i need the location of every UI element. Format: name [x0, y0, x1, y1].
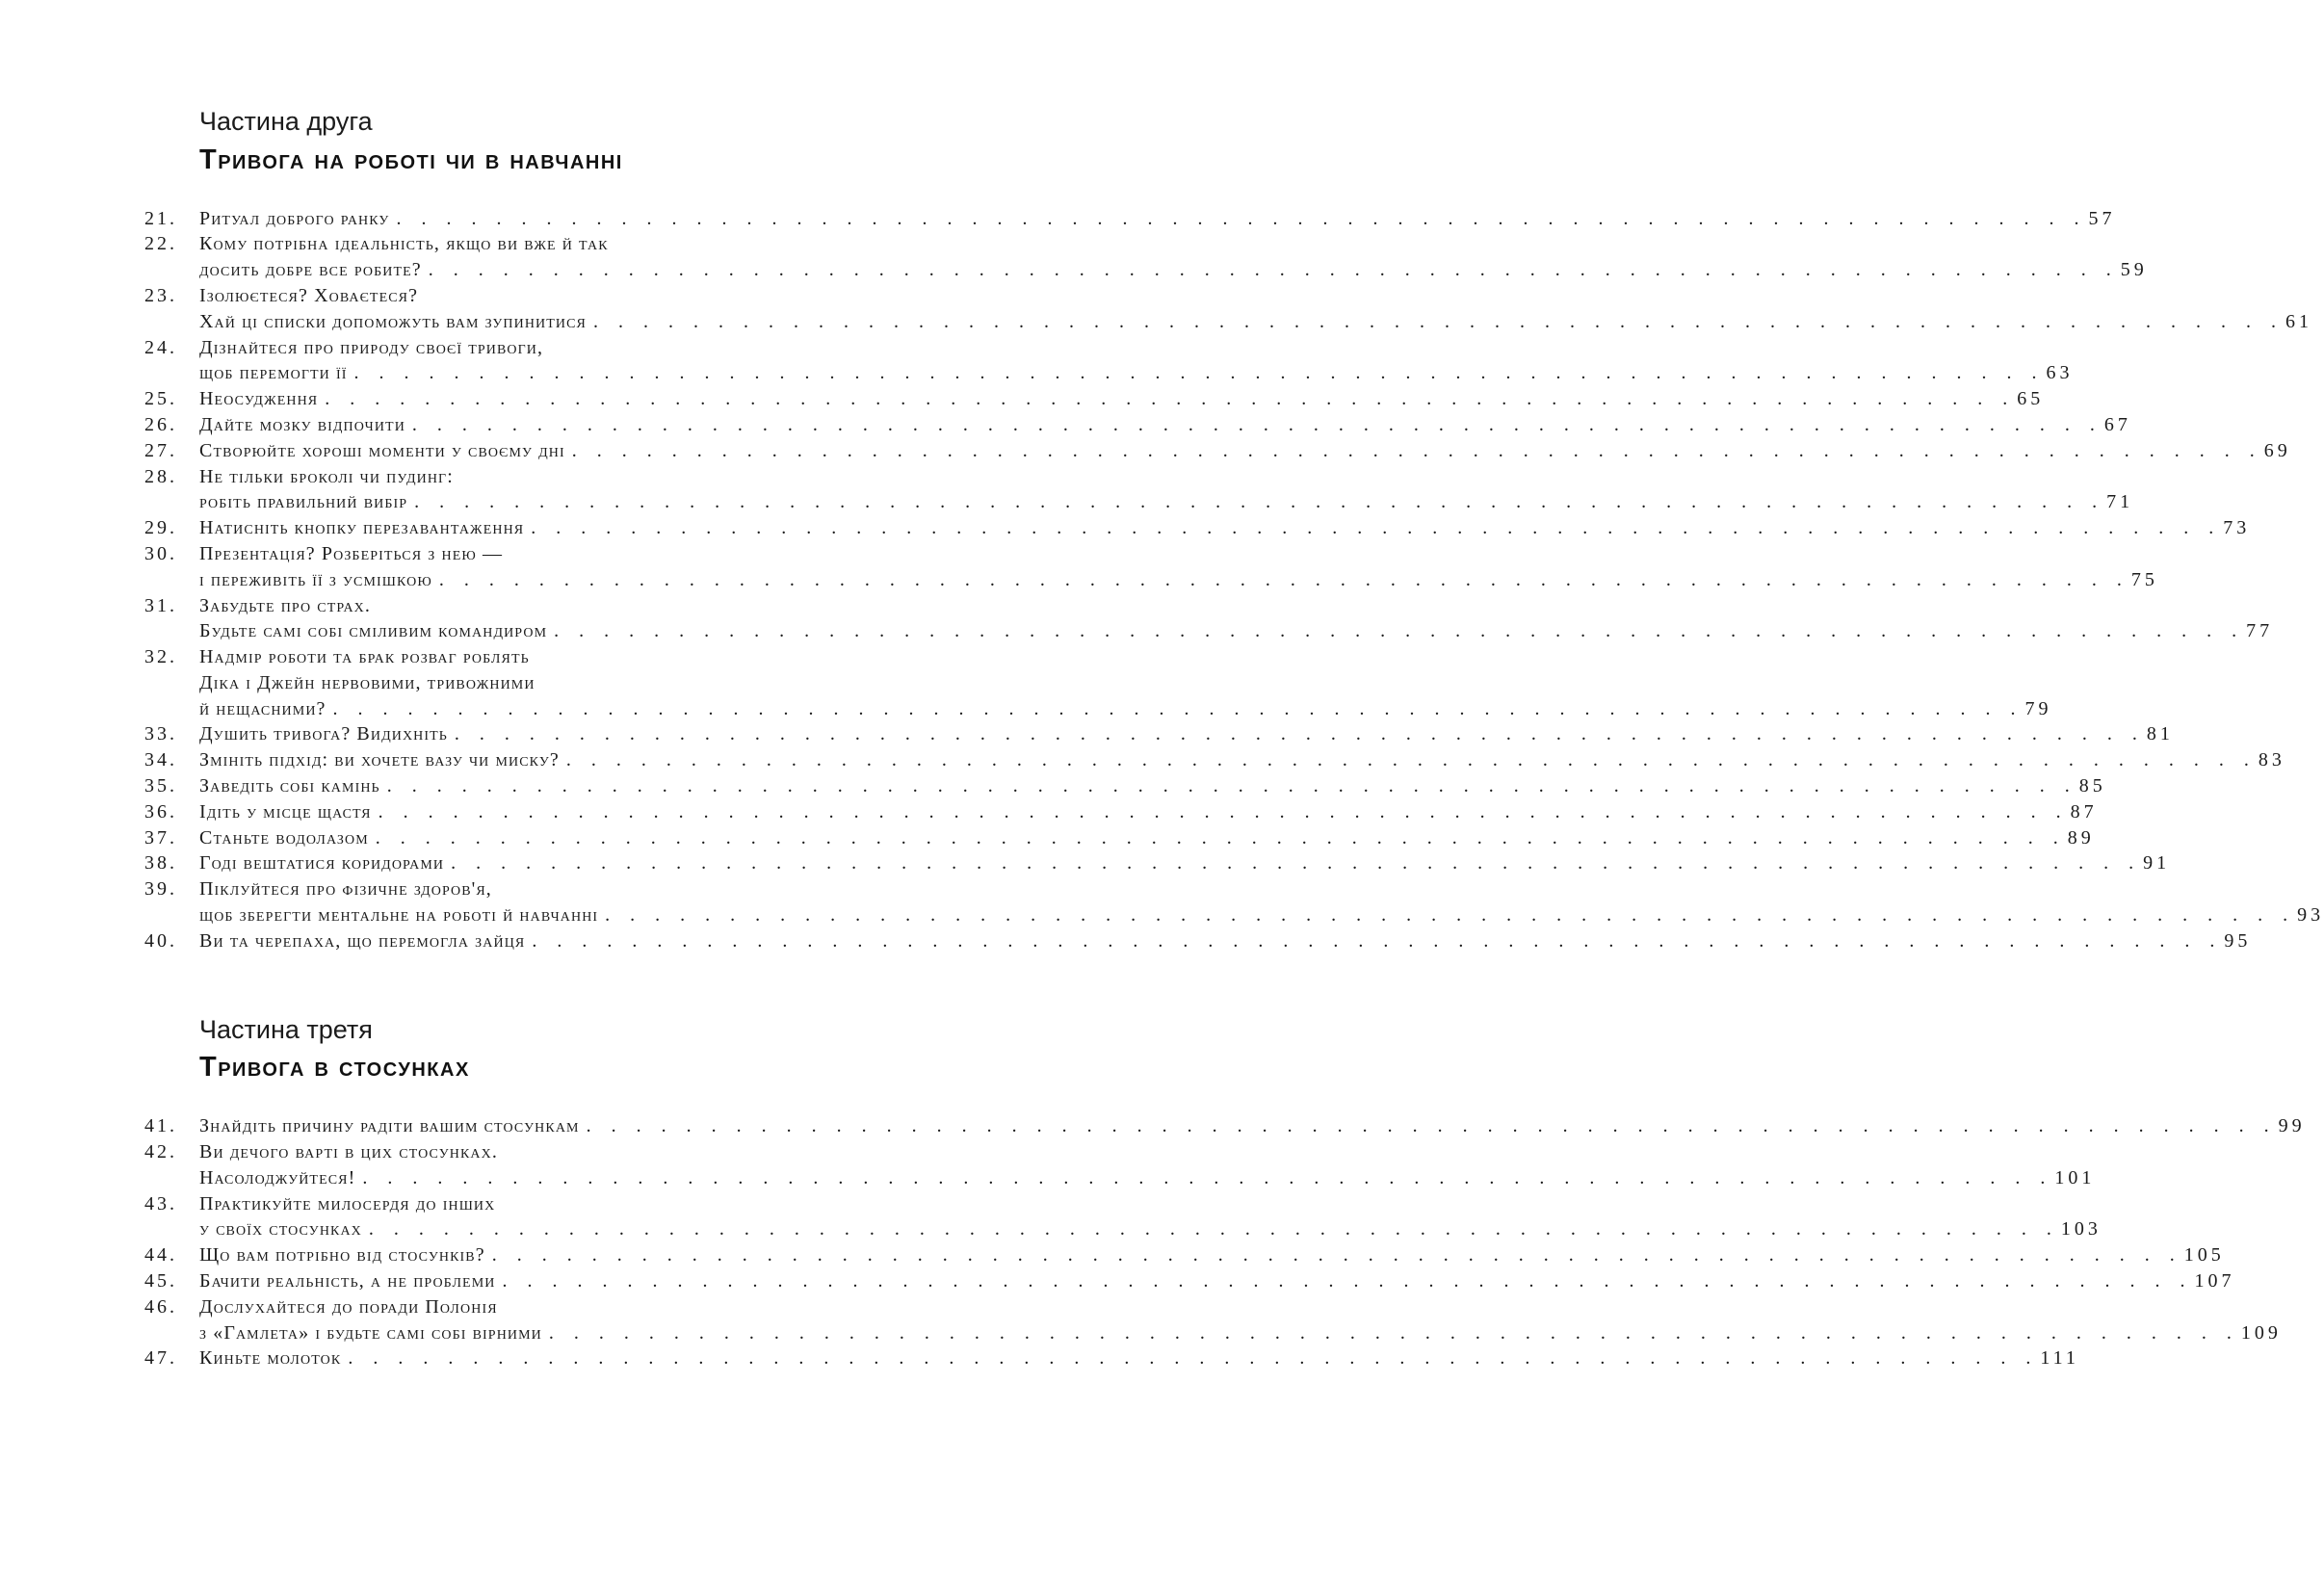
entry-line	[199, 1345, 2079, 1371]
entry-number: 42.	[144, 1141, 177, 1162]
entry-text: Презентація? Розберіться з нею —	[199, 542, 504, 564]
entry-number: 44.	[144, 1244, 177, 1267]
entry-number: 39.	[144, 878, 177, 901]
toc-entry	[144, 386, 2045, 412]
toc-entry	[144, 825, 2095, 851]
entry-title	[199, 386, 2045, 412]
entry-title	[199, 593, 2274, 645]
entry-text: Заведіть собі камінь	[199, 775, 380, 797]
entry-line	[199, 876, 2320, 902]
entry-title	[199, 850, 2171, 876]
toc-entry	[144, 464, 2134, 516]
entry-text: Що вам потрібно від стосунків?	[199, 1244, 485, 1267]
entry-line	[199, 438, 2291, 464]
entry-line	[199, 206, 2116, 232]
entry-page-number: 91	[2143, 852, 2171, 875]
entry-number: 36.	[144, 800, 177, 823]
toc-entry	[144, 644, 2052, 721]
entry-line	[199, 386, 2045, 412]
dot-leader	[376, 825, 2066, 851]
entry-title	[199, 1268, 2235, 1294]
entry-line	[199, 747, 2285, 773]
entry-number: 46.	[144, 1295, 177, 1318]
entry-page-number: 99	[2278, 1115, 2306, 1137]
entry-title	[199, 721, 2174, 747]
entry-text: Змініть підхід: ви хочете вазу чи миску?	[199, 749, 560, 771]
entry-number: 23.	[144, 284, 177, 306]
entry-text: Годі вештатися коридорами	[199, 852, 445, 875]
toc-entry	[144, 1113, 2306, 1139]
entry-number: 25.	[144, 388, 177, 410]
entry-line	[199, 515, 2251, 541]
entry-page-number: 67	[2103, 413, 2131, 435]
entry-page-number: 111	[2040, 1347, 2079, 1370]
dot-leader	[325, 386, 2015, 412]
entry-page-number: 83	[2258, 749, 2285, 771]
entry-title	[199, 773, 2106, 799]
entry-line	[199, 670, 2049, 696]
toc-entry	[144, 1242, 2225, 1268]
entry-title	[199, 438, 2291, 464]
entry-line	[199, 721, 2174, 747]
entry-number: 43.	[144, 1192, 177, 1214]
table-of-contents	[144, 106, 2324, 1371]
entry-text: Дайте мозку відпочити	[199, 413, 405, 435]
entry-line	[199, 825, 2095, 851]
entry-number: 32.	[144, 646, 177, 668]
entry-text: Діка і Джейн нервовими, тривожними	[199, 671, 535, 693]
entry-text: Надмір роботи та брак розваг роблять	[199, 646, 530, 668]
entry-page-number: 61	[2285, 310, 2312, 332]
entry-text: Не тільки броколі чи пудинг:	[199, 465, 454, 487]
entry-title	[199, 825, 2095, 851]
entry-number: 21.	[144, 207, 177, 229]
entry-line	[199, 1242, 2225, 1268]
entry-page-number: 71	[2106, 491, 2134, 513]
dot-leader	[531, 515, 2221, 541]
part-label: Частина третя	[199, 1014, 373, 1044]
entry-line	[199, 335, 2070, 361]
toc-entry	[144, 876, 2324, 928]
toc-entry	[144, 1139, 2096, 1191]
entry-page-number: 105	[2183, 1244, 2225, 1267]
entry-text: з «Гамлета» і будьте самі собі вірними	[199, 1321, 542, 1344]
entry-line	[199, 464, 2129, 490]
entry-text: Бачити реальність, а не проблеми	[199, 1269, 496, 1292]
entry-title	[199, 206, 2116, 232]
section-heading	[144, 1014, 849, 1085]
dot-leader	[549, 1320, 2239, 1346]
entry-text: Насолоджуйтеся!	[199, 1166, 356, 1188]
section-heading	[144, 106, 849, 177]
toc-entry	[144, 231, 2148, 283]
entry-text: робіть правильний вибір	[199, 491, 408, 513]
part-label: Частина друга	[199, 107, 373, 136]
entry-text: щоб перемогти її	[199, 362, 348, 384]
dot-leader	[333, 696, 2024, 722]
entry-text: Будьте самі собі сміливим командиром	[199, 620, 548, 642]
entry-line	[199, 1113, 2306, 1139]
entry-number: 34.	[144, 749, 177, 771]
toc-entry	[144, 721, 2174, 747]
entry-text: Ідіть у місце щастя	[199, 800, 372, 823]
entry-title	[199, 1113, 2306, 1139]
entry-title	[199, 876, 2324, 928]
dot-leader	[362, 1165, 2052, 1191]
entry-number: 27.	[144, 439, 177, 461]
entry-text: Станьте водолазом	[199, 826, 369, 849]
dot-leader	[587, 1113, 2277, 1139]
toc-entry	[144, 773, 2106, 799]
entry-number: 28.	[144, 465, 177, 487]
entry-page-number: 95	[2224, 929, 2252, 952]
entry-text: щоб зберегти ментальне на роботі й навчанні	[199, 904, 599, 927]
entry-page-number: 57	[2088, 207, 2116, 229]
toc-entry	[144, 799, 2098, 825]
entry-page-number: 89	[2067, 826, 2095, 849]
entry-page-number: 81	[2146, 723, 2174, 745]
entry-title	[199, 464, 2134, 516]
entry-number: 30.	[144, 542, 177, 564]
entry-page-number: 69	[2263, 439, 2291, 461]
entry-title	[199, 335, 2074, 387]
dot-leader	[502, 1268, 2192, 1294]
entry-line	[199, 231, 2144, 257]
toc-entry	[144, 283, 2312, 335]
entry-text: Практикуйте милосердя до інших	[199, 1192, 496, 1214]
entry-line	[199, 283, 2309, 309]
entry-number: 38.	[144, 852, 177, 875]
entry-title	[199, 412, 2131, 438]
entry-title	[199, 283, 2312, 335]
entry-page-number: 93	[2297, 904, 2324, 927]
toc-entry	[144, 206, 2116, 232]
entry-line	[199, 799, 2098, 825]
entry-line	[199, 1216, 2102, 1242]
part-title: Тривога на роботі чи в навчанні	[199, 144, 623, 175]
part-title: Тривога в стосунках	[199, 1052, 470, 1084]
toc-entry	[144, 850, 2171, 876]
entry-text: Киньте молоток	[199, 1347, 342, 1370]
dot-leader	[348, 1345, 2038, 1371]
dot-leader	[532, 928, 2222, 954]
toc-entry	[144, 1294, 2282, 1346]
entry-text: Піклуйтеся про фізичне здоров'я,	[199, 878, 492, 901]
dot-leader	[414, 489, 2104, 515]
entry-line	[199, 1268, 2235, 1294]
entry-number: 24.	[144, 336, 177, 358]
entry-text: Ритуал доброго ранку	[199, 207, 390, 229]
entry-page-number: 63	[2046, 362, 2074, 384]
entry-page-number: 101	[2054, 1166, 2096, 1188]
entry-text: Ви дечого варті в цих стосунках.	[199, 1141, 498, 1162]
dot-leader	[429, 257, 2119, 283]
entry-line	[199, 1320, 2282, 1346]
toc-entry	[144, 747, 2285, 773]
dot-leader	[369, 1216, 2059, 1242]
dot-leader	[455, 721, 2145, 747]
entry-page-number: 73	[2223, 517, 2251, 539]
dot-leader	[387, 773, 2077, 799]
entry-text: у своїх стосунках	[199, 1218, 362, 1240]
entry-line	[199, 1294, 2278, 1320]
entry-line	[199, 309, 2312, 335]
entry-line	[199, 644, 2049, 670]
entry-text: Ви та черепаха, що перемогла зайця	[199, 929, 526, 952]
entry-line	[199, 593, 2269, 619]
entry-text: Кому потрібна ідеальність, якщо ви вже й так	[199, 233, 609, 255]
entry-line	[199, 257, 2148, 283]
dot-leader	[572, 438, 2262, 464]
entry-title	[199, 1294, 2282, 1346]
entry-list	[144, 206, 2324, 954]
entry-line	[199, 412, 2131, 438]
entry-line	[199, 773, 2106, 799]
entry-list	[144, 1113, 2306, 1371]
entry-page-number: 103	[2060, 1218, 2102, 1240]
entry-text: Створюйте хороші моменти у своєму дні	[199, 439, 565, 461]
entry-number: 33.	[144, 723, 177, 745]
toc-entry	[144, 335, 2074, 387]
entry-page-number: 75	[2130, 568, 2158, 590]
entry-number: 26.	[144, 413, 177, 435]
toc-entry	[144, 928, 2252, 954]
entry-text: й нещасними?	[199, 697, 326, 719]
entry-page-number: 85	[2078, 775, 2106, 797]
toc-entry	[144, 438, 2291, 464]
entry-line	[199, 928, 2252, 954]
toc-entry	[144, 412, 2131, 438]
entry-number: 35.	[144, 775, 177, 797]
entry-page-number: 77	[2246, 620, 2274, 642]
entry-line	[199, 696, 2052, 722]
entry-page-number: 87	[2070, 800, 2098, 823]
entry-page-number: 107	[2194, 1269, 2235, 1292]
dot-leader	[354, 360, 2045, 386]
dot-leader	[566, 747, 2257, 773]
entry-text: Ізолюєтеся? Ховаєтеся?	[199, 284, 419, 306]
dot-leader	[439, 567, 2129, 593]
entry-title	[199, 1139, 2096, 1191]
dot-leader	[412, 412, 2102, 438]
entry-line	[199, 1139, 2091, 1165]
entry-line	[199, 618, 2274, 644]
entry-number: 29.	[144, 517, 177, 539]
dot-leader	[396, 206, 2086, 232]
dot-leader	[593, 309, 2284, 335]
entry-title	[199, 928, 2252, 954]
entry-number: 45.	[144, 1269, 177, 1292]
entry-text: досить добре все робите?	[199, 259, 422, 281]
toc-entry	[144, 541, 2158, 593]
entry-line	[199, 489, 2134, 515]
entry-number: 31.	[144, 594, 177, 616]
dot-leader	[492, 1242, 2182, 1268]
toc-entry	[144, 1268, 2235, 1294]
entry-text: Дізнайтеся про природу своєї тривоги,	[199, 336, 544, 358]
entry-line	[199, 1191, 2098, 1217]
entry-number: 47.	[144, 1347, 177, 1370]
entry-title	[199, 231, 2148, 283]
entry-line	[199, 850, 2171, 876]
entry-page-number: 65	[2017, 388, 2045, 410]
entry-line	[199, 541, 2154, 567]
entry-title	[199, 747, 2285, 773]
entry-line	[199, 567, 2158, 593]
entry-line	[199, 1165, 2096, 1191]
entry-text: Забудьте про страх.	[199, 594, 371, 616]
entry-number: 37.	[144, 826, 177, 849]
toc-entry	[144, 593, 2274, 645]
entry-number: 41.	[144, 1115, 177, 1137]
entry-text: Неосудження	[199, 388, 319, 410]
entry-title	[199, 1191, 2102, 1243]
entry-text: Натисніть кнопку перезавантаження	[199, 517, 525, 539]
entry-text: Хай ці списки допоможуть вам зупинитися	[199, 310, 587, 332]
entry-number: 40.	[144, 929, 177, 952]
entry-line	[199, 360, 2074, 386]
entry-title	[199, 644, 2052, 721]
entry-number: 22.	[144, 233, 177, 255]
toc-entry	[144, 1345, 2079, 1371]
entry-page-number: 79	[2024, 697, 2052, 719]
dot-leader	[554, 618, 2244, 644]
entry-line	[199, 902, 2324, 928]
dot-leader	[379, 799, 2069, 825]
entry-title	[199, 541, 2158, 593]
entry-page-number: 59	[2120, 259, 2148, 281]
entry-text: Дослухайтеся до поради Полонія	[199, 1295, 498, 1318]
entry-text: Знайдіть причину радіти вашим стосункам	[199, 1115, 580, 1137]
toc-entry	[144, 1191, 2102, 1243]
dot-leader	[451, 850, 2141, 876]
entry-page-number: 109	[2240, 1321, 2282, 1344]
entry-text: і переживіть її з усмішкою	[199, 568, 432, 590]
toc-entry	[144, 515, 2251, 541]
entry-title	[199, 1242, 2225, 1268]
dot-leader	[605, 902, 2295, 928]
entry-text: Душить тривога? Видихніть	[199, 723, 448, 745]
entry-title	[199, 1345, 2079, 1371]
entry-title	[199, 515, 2251, 541]
entry-title	[199, 799, 2098, 825]
